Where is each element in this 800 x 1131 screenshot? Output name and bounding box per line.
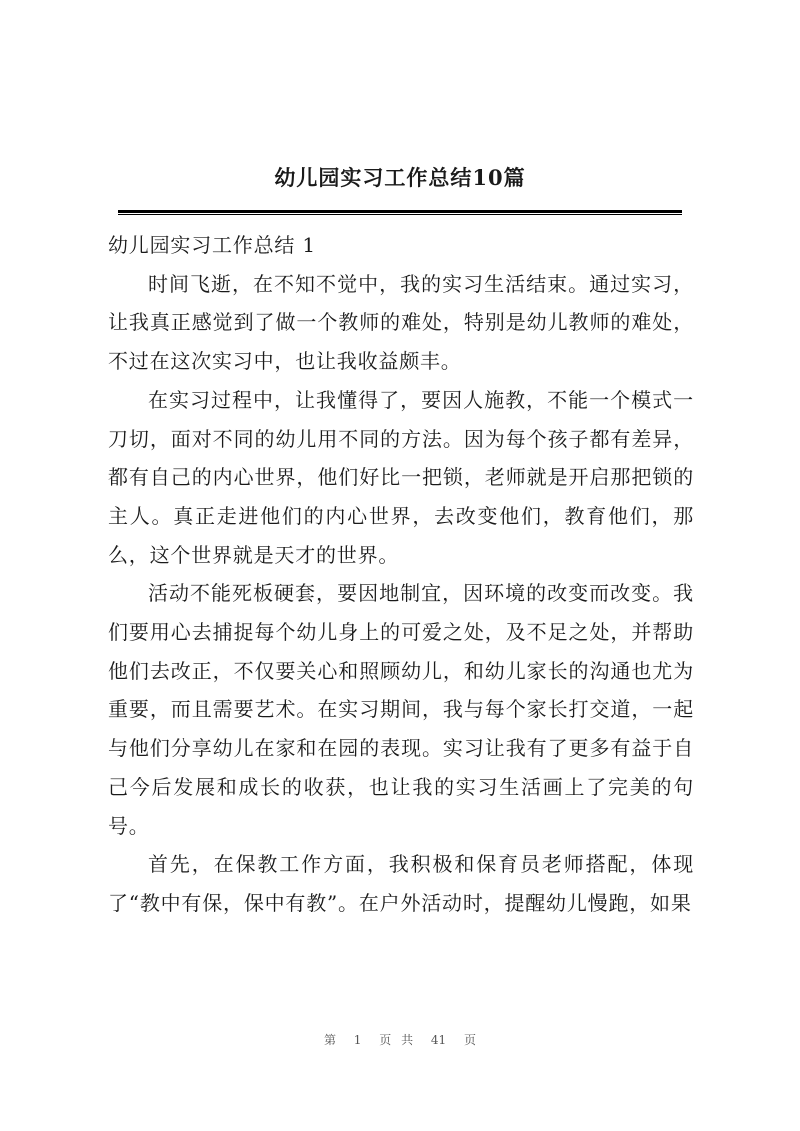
- footer-label-of: 页 共: [379, 1033, 414, 1047]
- paragraph-4: 首先，在保教工作方面，我积极和保育员老师搭配，体现了“教中有保，保中有教”。在户外活动时，提醒幼儿慢跑，如果: [108, 852, 694, 915]
- page-footer: [0, 1031, 800, 1048]
- footer-label-pages: 页: [464, 1033, 477, 1047]
- paragraph-3: 活动不能死板硬套，要因地制宜，因环境的改变而改变。我们要用心去捕捉每个幼儿身上的可爱之处，及不足之处，并帮助他们去改正，不仅要关心和照顾幼儿，和幼儿家长的沟通也尤为重要，而且需要艺术。在实习期间，我与每个家长打交道，一起与他们分享幼儿在家和在园的表现。实习让我有了更多有益于自己今后发展和成长的收获，也让我的实习生活画上了完美的句号。: [108, 581, 694, 838]
- title-divider: [118, 210, 682, 213]
- section-heading: 幼儿园实习工作总结 1: [108, 233, 316, 257]
- footer-label-page: 第: [323, 1033, 336, 1047]
- document-title: 幼儿园实习工作总结10篇: [274, 165, 526, 190]
- footer-total-pages: 41: [430, 1033, 447, 1047]
- paragraph-1: 时间飞逝，在不知不觉中，我的实习生活结束。通过实习，让我真正感觉到了做一个教师的难处，特别是幼儿教师的难处，不过在这次实习中，也让我收益颇丰。: [108, 271, 694, 374]
- document-body: [108, 226, 694, 923]
- paragraph-2: 在实习过程中，让我懂得了，要因人施教，不能一个模式一刀切，面对不同的幼儿用不同的方法。因为每个孩子都有差异，都有自己的内心世界，他们好比一把锁，老师就是开启那把锁的主人。真正走进他们的内心世界，去改变他们，教育他们，那么，这个世界就是天才的世界。: [108, 387, 694, 567]
- footer-current-page: 1: [353, 1033, 362, 1047]
